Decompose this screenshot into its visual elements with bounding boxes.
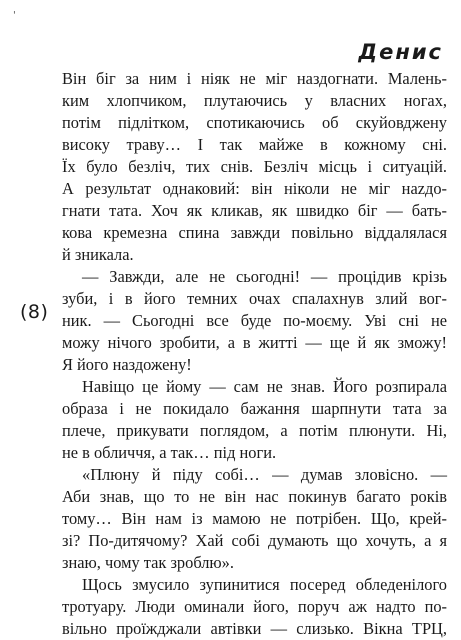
text-line: ник. — Сьогодні все буде по-моєму. Уві сні не [62, 311, 447, 330]
text-line: знаю, чому так зроблю». [62, 553, 234, 572]
text-line: — Завжди, але не сьогодні! — процідив крізь [82, 267, 447, 286]
text-line: плече, прикувати поглядом, а потім плюнути. Ні, [62, 421, 447, 440]
text-line: А результат однаковий: він ніколи не міг нazдо- [62, 179, 447, 198]
text-line: образа і не покидало бажання шарпнути тата за [62, 399, 447, 418]
text-line: Навіщо це йому — сам не знав. Його розпирала [82, 377, 447, 396]
text-line: Я його наздожену! [62, 355, 192, 374]
text-line: Аби знав, що то не він нас покинув багато років [62, 487, 447, 506]
text-line: й зникала. [62, 245, 134, 264]
text-line: зуби, і в його темних очах спалахнув злий вог- [62, 289, 447, 308]
text-line: Їх було безліч, тих снів. Безліч місць і ситуацій. [62, 157, 447, 176]
text-line: кова кремезна спина завжди повільно віддалялася [62, 223, 447, 242]
corner-mark: ' [13, 10, 16, 21]
text-line: можу нічого зробити, а в житті — ще й як зможу! [62, 333, 447, 352]
text-line: вільно проїжджали автівки — слизько. Вікна ТРЦ, [62, 619, 447, 638]
body-text [62, 68, 447, 640]
text-line: не в обличчя, а так… під ноги. [62, 443, 277, 462]
text-line: тротуару. Люди оминали його, поруч аж надто по- [62, 597, 447, 616]
running-header: Денис [358, 40, 443, 64]
text-line: Щось змусило зупинитися посеред обледенілого [82, 575, 447, 594]
text-line: «Плюну й піду собі… — думав зловісно. — [82, 465, 447, 484]
text-line: зі? По-дитячому? Хай собі думають що хочуть, а я [62, 531, 447, 550]
text-line: гнати тата. Хоч як кликав, як швидко біг — бать- [62, 201, 447, 220]
text-line: потім підлітком, спотикаючись об скуйовджену [62, 113, 447, 132]
text-line: високу траву… І так майже в кожному сні. [62, 135, 447, 154]
text-line: ким хлопчиком, плутаючись у власних ногах, [62, 91, 447, 110]
page-number: (8) [20, 301, 49, 323]
text-line: Він біг за ним і ніяк не міг наздогнати. Малень- [62, 69, 447, 88]
text-line: тому… Він нам із мамою не потрібен. Що, крей- [62, 509, 447, 528]
